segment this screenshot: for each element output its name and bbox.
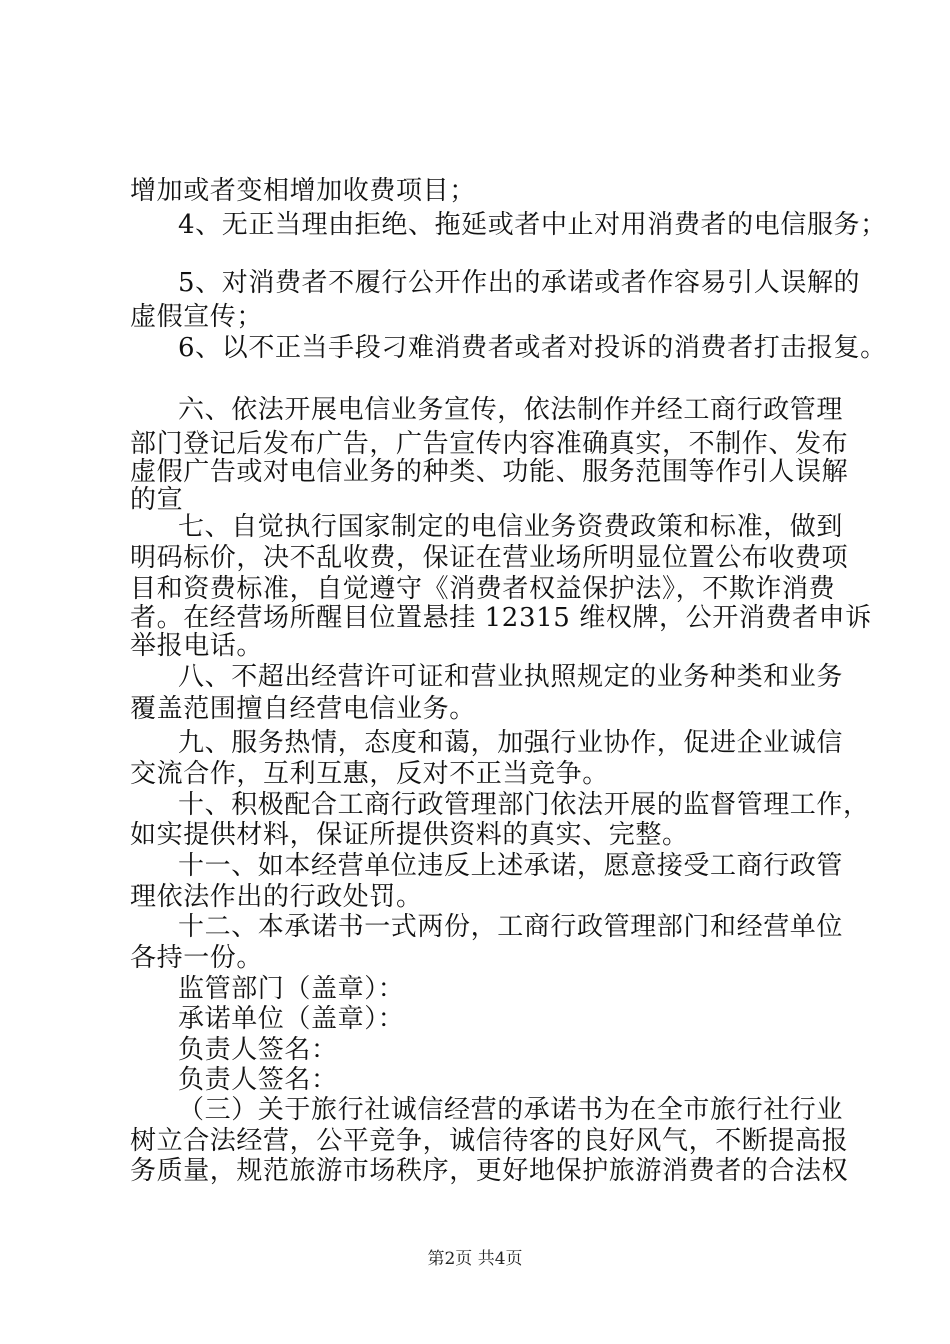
text-line: 覆盖范围擅自经营电信业务。	[130, 694, 476, 724]
text-line: 理依法作出的行政处罚。	[130, 882, 423, 912]
text-line: 5、对消费者不履行公开作出的承诺或者作容易引人误解的	[178, 268, 861, 298]
text-line: 目和资费标准，自觉遵守《消费者权益保护法》，不欺诈消费	[130, 574, 836, 604]
signature-field-label: 负责人签名：	[178, 1065, 338, 1095]
text-line: 虚假宣传；	[130, 302, 264, 332]
text-line: 部门登记后发布广告，广告宣传内容准确真实，不制作、发布	[130, 429, 849, 459]
text-line: 者。在经营场所醒目位置悬挂 12315 维权牌，公开消费者申诉	[130, 603, 872, 633]
signature-field-label: 监管部门（盖章）：	[178, 974, 405, 1004]
text-line: 六、依法开展电信业务宣传，依法制作并经工商行政管理	[178, 395, 844, 425]
text-line: 4、无正当理由拒绝、拖延或者中止对用消费者的电信服务；	[178, 210, 887, 240]
text-line: 举报电话。	[130, 631, 264, 661]
text-line: 如实提供材料，保证所提供资料的真实、完整。	[130, 820, 689, 850]
text-line: 树立合法经营，公平竞争，诚信待客的良好风气，不断提高报	[130, 1126, 849, 1156]
signature-field-label: 承诺单位（盖章）：	[178, 1004, 405, 1034]
text-line: 七、自觉执行国家制定的电信业务资费政策和标准，做到	[178, 512, 844, 542]
text-line: 十、积极配合工商行政管理部门依法开展的监督管理工作，	[178, 790, 870, 820]
text-line: 各持一份。	[130, 943, 264, 973]
text-line: 增加或者变相增加收费项目；	[130, 176, 476, 206]
text-line: 6、以不正当手段刁难消费者或者对投诉的消费者打击报复。	[178, 333, 887, 363]
text-line: 十二、本承诺书一式两份，工商行政管理部门和经营单位	[178, 912, 844, 942]
text-line: 八、不超出经营许可证和营业执照规定的业务种类和业务	[178, 662, 844, 692]
text-line: 十一、如本经营单位违反上述承诺，愿意接受工商行政管	[178, 851, 844, 881]
text-line: 虚假广告或对电信业务的种类、功能、服务范围等作引人误解	[130, 457, 849, 487]
text-line: 九、服务热情，态度和蔼，加强行业协作，促进企业诚信	[178, 728, 844, 758]
signature-field-label: 负责人签名：	[178, 1035, 338, 1065]
text-line: 交流合作，互利互惠，反对不正当竞争。	[130, 759, 609, 789]
text-line: 务质量，规范旅游市场秩序，更好地保护旅游消费者的合法权	[130, 1156, 849, 1186]
text-line: 明码标价，决不乱收费，保证在营业场所明显位置公布收费项	[130, 543, 849, 573]
text-line: （三）关于旅行社诚信经营的承诺书为在全市旅行社行业	[178, 1095, 844, 1125]
page-number: 第2页 共4页	[427, 1249, 523, 1269]
text-line: 的宣	[130, 485, 184, 515]
